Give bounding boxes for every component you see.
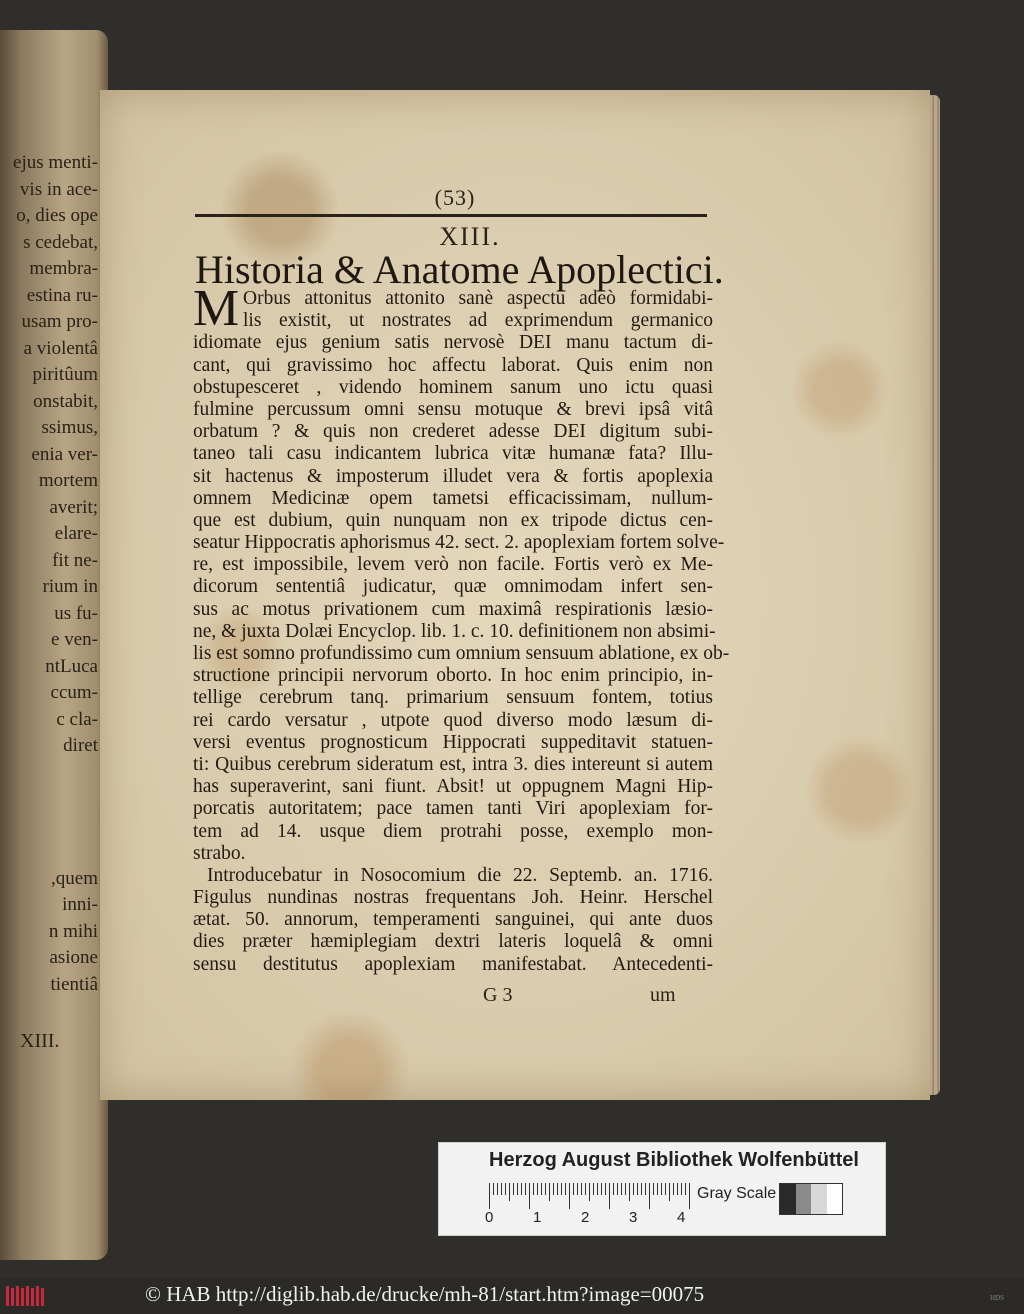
text-line: dicorum sententiâ judicatur, quæ omnimodam infert sen- — [193, 576, 713, 598]
gray-scale-label: Gray Scale — [697, 1185, 777, 1202]
text-line: fulmine percussum omni sensu motuque & brevi ipsâ vitâ — [193, 398, 713, 420]
text-line: rei cardo versatur , utpote quod diverso modo læsum di- — [193, 709, 713, 731]
ruler-tick — [593, 1183, 594, 1195]
ruler-tick — [545, 1183, 546, 1195]
text-line: Introducebatur in Nosocomium die 22. Septemb. an. 1716. — [207, 864, 713, 886]
ruler-tick — [677, 1183, 678, 1195]
ruler-tick — [489, 1183, 490, 1209]
facing-page-catchword: XIII. — [20, 1030, 60, 1052]
facing-page-line: enia ver- — [31, 443, 98, 465]
text-line: Figulus nundinas nostras frequentans Joh. Heinr. Herschel — [193, 887, 713, 909]
text-line: taneo tali casu indicantem lubrica vitæ humanæ fata? Illu- — [193, 443, 713, 465]
text-line: has superaverint, sani fiunt. Absit! ut oppugnem Magni Hip- — [193, 776, 713, 798]
ruler-tick — [653, 1183, 654, 1195]
ruler-tick — [501, 1183, 502, 1195]
ruler-tick — [505, 1183, 506, 1195]
ruler-tick — [561, 1183, 562, 1195]
facing-page-line: averit; — [49, 496, 98, 518]
ruler-label: 2 — [581, 1209, 590, 1226]
facing-page-line: ssimus, — [41, 417, 98, 438]
ruler-tick — [637, 1183, 638, 1195]
text-line: ti: Quibus cerebrum sideratum est, intra 3. dies intereunt si autem — [193, 753, 713, 775]
facing-page-line — [0, 786, 104, 813]
ruler-tick — [597, 1183, 598, 1195]
text-line: ne, & juxta Dolæi Encyclop. lib. 1. c. 10. definitionem non absimi- — [193, 620, 716, 642]
ruler-tick — [669, 1183, 670, 1201]
ruler-tick — [585, 1183, 586, 1195]
text-line: orbatum ? & quis non crederet adesse DEI digitum subi- — [193, 421, 713, 443]
ruler-label: 0 — [485, 1209, 494, 1226]
text-line: obstupesceret , videndo hominem sanum uno ictu quasi — [193, 376, 713, 398]
ruler-tick — [613, 1183, 614, 1195]
ruler-tick — [533, 1183, 534, 1195]
text-line: sit hactenus & imposterum illudet vera & fortis apoplexia — [193, 465, 713, 487]
text-line: lis est somno profundissimo cum omnium sensuum ablatione, ex ob- — [193, 643, 730, 664]
ruler-tick — [553, 1183, 554, 1195]
facing-page-line: membra- — [29, 258, 98, 279]
hab-logo-icon — [4, 1284, 48, 1308]
color-scale-card — [438, 1142, 886, 1236]
ruler-tick — [513, 1183, 514, 1195]
text-line: sus ac motus privationem cum maximâ respirationis læsio- — [193, 598, 713, 620]
logo-bar — [41, 1288, 44, 1306]
facing-page-line: inni- — [62, 894, 98, 915]
facing-page-line: ntLuca — [45, 655, 98, 677]
ruler-tick — [601, 1183, 602, 1195]
facing-page-line: diret — [63, 735, 98, 756]
facing-page-line: mortem — [38, 470, 98, 491]
facing-page-line: onstabit, — [33, 390, 98, 412]
ruler-labels — [485, 1209, 695, 1229]
section-number: XIII. — [439, 222, 501, 251]
gray-swatch — [796, 1184, 812, 1214]
logo-bar — [31, 1288, 34, 1306]
ruler-tick — [537, 1183, 538, 1195]
facing-page-line: vis in ace- — [19, 178, 98, 200]
text-line: strabo. — [193, 842, 246, 864]
page-number: (53) — [434, 185, 476, 210]
ruler-tick — [589, 1183, 590, 1201]
text-line: seatur Hippocratis aphorismus 42. sect. 2. apoplexiam fortem solve- — [193, 532, 725, 554]
ruler-tick — [581, 1183, 582, 1195]
ruler-label: 3 — [629, 1209, 638, 1226]
header-rule — [195, 214, 707, 217]
text-line: lis existit, ut nostrates ad exprimendum germanico — [243, 310, 713, 332]
facing-page-line — [0, 813, 104, 840]
facing-page-line: estina ru- — [26, 284, 98, 306]
facing-page-line: e ven- — [51, 629, 98, 650]
gray-scale-swatches — [779, 1183, 843, 1215]
facing-page-left — [0, 30, 108, 1260]
text-line: sensu destitutus apoplexiam manifestabat. Antecedenti- — [193, 953, 713, 975]
logo-bar — [11, 1288, 14, 1306]
ruler-tick — [529, 1183, 530, 1209]
facing-page-line: elare- — [54, 523, 98, 544]
library-name: Herzog August Bibliothek Wolfenbüttel — [489, 1149, 859, 1171]
facing-page-line: fit ne- — [52, 549, 98, 571]
ruler-label: 1 — [533, 1209, 542, 1226]
facing-page-line: ccum- — [50, 682, 98, 703]
logo-bar — [21, 1288, 24, 1306]
facing-page-line: s cedebat, — [23, 231, 98, 253]
ruler-tick — [649, 1183, 650, 1209]
ruler-tick — [633, 1183, 634, 1195]
drop-capital: M — [193, 280, 240, 337]
ruler-tick — [657, 1183, 658, 1195]
text-line: dies præter hæmiplegiam dextri lateris loquelâ & omni — [193, 931, 713, 953]
facing-page-line: rium in — [42, 576, 98, 597]
ruler-tick — [569, 1183, 570, 1209]
facing-page-line: usam pro- — [21, 311, 98, 332]
facing-page-line: asione — [49, 947, 98, 968]
logo-bar — [26, 1286, 29, 1306]
ruler-tick — [565, 1183, 566, 1195]
ruler-tick — [541, 1183, 542, 1195]
ruler-tick — [577, 1183, 578, 1195]
gray-swatch — [780, 1184, 796, 1214]
logo-bar — [36, 1286, 39, 1306]
ruler-tick — [629, 1183, 630, 1201]
ruler-tick — [521, 1183, 522, 1195]
gray-swatch — [827, 1184, 843, 1214]
ruler-tick — [685, 1183, 686, 1195]
catchword: um — [650, 984, 676, 1006]
text-line: re, est impossibile, levem verò non facile. Fortis verò ex Me- — [193, 554, 713, 576]
facing-page-line: piritûum — [32, 364, 98, 385]
facing-page-line: ,quem — [51, 867, 98, 889]
section-heading: Historia & Anatome Apoplectici. — [195, 247, 724, 292]
ruler-label: 4 — [677, 1209, 686, 1226]
logo-bar — [6, 1286, 9, 1306]
facing-page-line: n mihi — [48, 920, 98, 942]
footer-copyright-link[interactable]: © HAB http://diglib.hab.de/drucke/mh-81/start.htm?image=00075 — [145, 1282, 705, 1306]
facing-page-line — [0, 760, 104, 787]
text-line: structione principii nervorum oborto. In hoc enim principio, in- — [193, 665, 713, 687]
facing-page-line: us fu- — [54, 602, 98, 624]
logo-bar — [16, 1286, 19, 1306]
ruler-tick — [609, 1183, 610, 1209]
text-line: versi eventus prognosticum Hippocrati suppeditavit statuen- — [193, 731, 713, 753]
text-line: porcatis autoritatem; pace tamen tanti Viri apoplexiam for- — [193, 798, 713, 820]
ruler-scale — [489, 1183, 689, 1209]
text-line: omnem Medicinæ opem tametsi efficacissimam, nullum- — [193, 487, 713, 509]
ruler-tick — [573, 1183, 574, 1195]
facing-page-text — [0, 150, 104, 998]
facing-page-line: c cla- — [56, 708, 98, 730]
footer-mark: HDS — [990, 1294, 1005, 1302]
ruler-tick — [645, 1183, 646, 1195]
ruler-tick — [665, 1183, 666, 1195]
facing-page-line: o, dies ope — [16, 205, 98, 226]
text-line: tem ad 14. usque diem protrahi posse, exemplo mon- — [193, 820, 713, 842]
ruler-tick — [641, 1183, 642, 1195]
ruler-tick — [689, 1183, 690, 1209]
text-line: que est dubium, quin nunquam non ex tripode dictus cen- — [193, 509, 713, 531]
ruler-tick — [621, 1183, 622, 1195]
text-line: cant, qui gravissimo hoc affectu laborat. Quis enim non — [193, 354, 713, 376]
ruler-tick — [557, 1183, 558, 1195]
ruler-tick — [525, 1183, 526, 1195]
ruler-tick — [625, 1183, 626, 1195]
facing-page-line — [0, 839, 104, 866]
text-line: ætat. 50. annorum, temperamenti sanguinei, qui ante duos — [193, 909, 713, 931]
text-line: Orbus attonitus attonito sanè aspectu adeò formidabi- — [243, 288, 713, 309]
body-text — [193, 280, 730, 976]
ruler-tick — [549, 1183, 550, 1201]
ruler-tick — [617, 1183, 618, 1195]
ruler-tick — [493, 1183, 494, 1195]
gray-swatch — [811, 1184, 827, 1214]
ruler-tick — [517, 1183, 518, 1195]
text-line: idiomate ejus genium satis nervosè DEI manu tactum di- — [193, 332, 713, 354]
ruler-tick — [605, 1183, 606, 1195]
facing-page-line: ejus menti- — [13, 152, 98, 173]
ruler-tick — [673, 1183, 674, 1195]
ruler-tick — [497, 1183, 498, 1195]
text-line: tellige cerebrum tanq. primarium sensuum fontem, totius — [193, 687, 713, 709]
signature-mark: G 3 — [483, 984, 513, 1006]
ruler-tick — [509, 1183, 510, 1201]
facing-page-line: a violentâ — [23, 337, 98, 359]
facing-page-line: tientiâ — [50, 973, 98, 995]
ruler-tick — [681, 1183, 682, 1195]
ruler-tick — [661, 1183, 662, 1195]
